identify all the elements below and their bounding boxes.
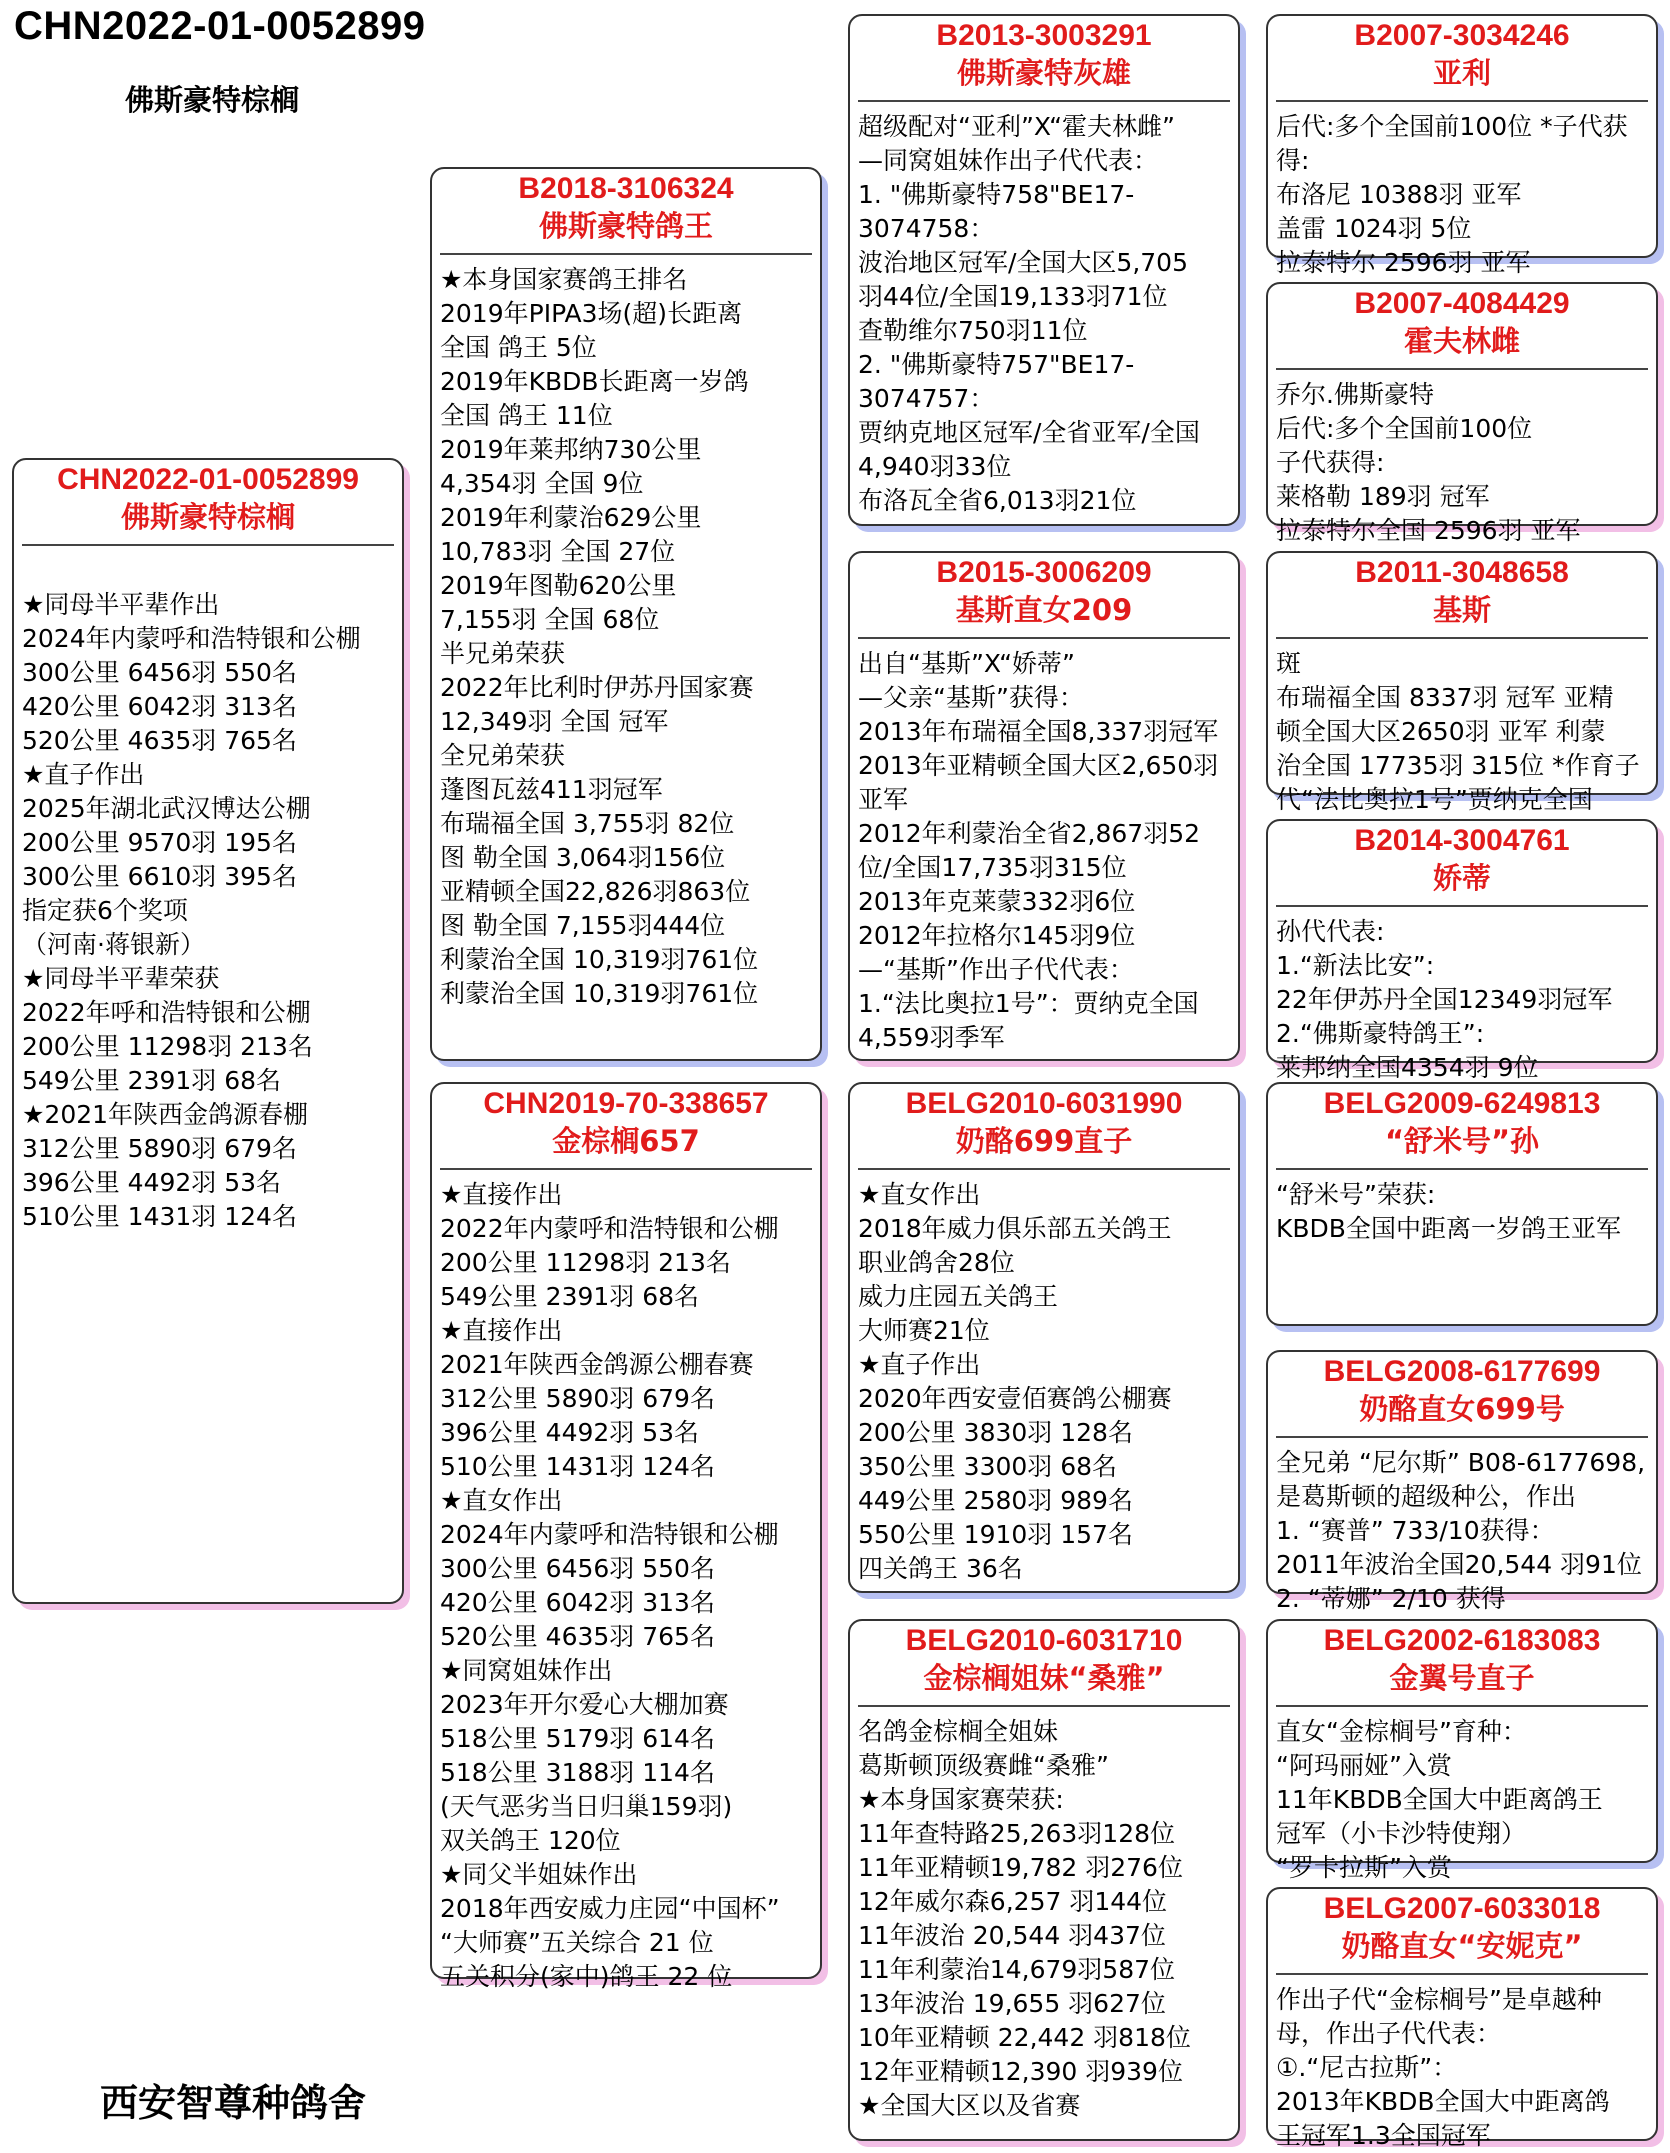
card-notes: 作出子代“金棕榈号”是卓越种 母，作出子代代表： ①.“尼古拉斯”： 2013年KBDB全国大中距离鸽 王冠军1.3全国冠军 [1276,1985,1610,2150]
card-sire-sire [848,14,1240,526]
card-notes: ★直接作出 2022年内蒙呼和浩特银和公棚 200公里 11298羽 213名 549公里 2391羽 68名 ★直接作出 2021年陕西金鸽源公棚春赛 312公里 5890羽 679名 396公里 4492羽 53名 510公里 1431羽 124名 ★直女作出 2024年内蒙呼和浩特银和公棚 300公里 6456羽 550名 420公里 6042羽 313名 520公里 4635羽 765名 ★同窝姐妹作出 2023年开尔爱心大棚加赛 518公里 5179羽 614名 518公里 3188羽 114名 (天气恶劣当日归巢159羽) 双关鸽王 120位 ★同父半姐妹作出 2018年西安威力庄园“中国杯” “大师赛”五关综合 21 位 五关积分(家中)鸽王 22 位 [440,1180,780,1991]
card-ring-id: BELG2007-6033018 [1323,1892,1601,1925]
card-dam-dam [848,1619,1240,2141]
card-ring-id: B2007-3034246 [1354,19,1570,52]
card-ring-id: B2013-3003291 [936,19,1152,52]
card-name: 奶酪699直子 [955,1124,1133,1158]
card-notes: 直女“金棕榈号”育种： “阿玛丽娅”入赏 11年KBDB全国大中距离鸽王 冠军（小卡沙特使翔） “罗卡拉斯”入赏 [1276,1717,1603,1882]
card-notes: 孙代代表: 1.“新法比安”: 22年伊苏丹全国12349羽冠军 2.“佛斯豪特鸽王”: 莱邦纳全国4354羽 9位 [1276,917,1613,1082]
card-notes: 乔尔.佛斯豪特 后代:多个全国前100位 子代获得: 莱格勒 189羽 冠军 拉泰特尔全国 2596羽 亚军 [1276,380,1581,545]
card-name: 娇蒂 [1432,861,1491,895]
card-name: 霍夫林雌 [1403,324,1520,358]
card-notes: 超级配对“亚利”X“霍夫林雌” —同窝姐妹作出子代代表： 1. "佛斯豪特758"BE17- 3074758： 波治地区冠军/全国大区5,705 羽44位/全国19,133羽71位 查勒维尔750羽11位 2. "佛斯豪特757"BE17- 3074757： 贾纳克地区冠军/全省亚军/全国 4,940羽33位 布洛瓦全省6,013羽21位 [858,112,1200,515]
card-sire [430,167,822,1061]
card-ring-id: BELG2002-6183083 [1323,1624,1601,1657]
card-name: 金棕榈657 [552,1124,700,1158]
card-ring-id: B2011-3048658 [1355,556,1569,589]
card-ring-id: BELG2008-6177699 [1323,1355,1601,1388]
card-sss [1266,14,1658,277]
card-ring-id: BELG2009-6249813 [1323,1087,1601,1120]
card-ring-id: CHN2019-70-338657 [483,1087,769,1120]
card-name: 亚利 [1432,56,1491,90]
loft-name: 西安智尊种鸽舍 [100,2081,367,2125]
card-ring-id: BELG2010-6031990 [905,1087,1183,1120]
card-name: 佛斯豪特灰雄 [956,56,1131,90]
card-notes: 斑 布瑞福全国 8337羽 冠军 亚精 顿全国大区2650羽 亚军 利蒙 治全国 17735羽 315位 *作育子 代“法比奥拉1号”贾纳克全国 [1276,649,1640,814]
card-notes: ★直女作出 2018年威力俱乐部五关鸽王 职业鸽舍28位 威力庄园五关鸽王 大师赛21位 ★直子作出 2020年西安壹佰赛鸽公棚赛 200公里 3830羽 128名 350公里 3300羽 68名 449公里 2580羽 989名 550公里 1910羽 157名 四关鸽王 36名 [858,1180,1172,1583]
pedigree-ring-id: CHN2022-01-0052899 [14,4,426,48]
card-ring-id: B2015-3006209 [936,556,1152,589]
card-dds [1266,1619,1658,1882]
card-name: 金棕榈姐妹“桑雅” [923,1661,1165,1695]
card-ddd [1266,1887,1658,2150]
card-dsd [1266,1350,1658,1613]
card-name: 基斯直女209 [955,593,1133,627]
pedigree-pigeon-name: 佛斯豪特棕榈 [125,83,300,117]
card-ring-id: BELG2010-6031710 [905,1624,1183,1657]
card-sire-dam [848,551,1240,1061]
card-sds [1266,551,1658,814]
card-notes: 出自“基斯”X“娇蒂” —父亲“基斯”获得： 2013年布瑞福全国8,337羽冠军 2013年亚精顿全国大区2,650羽 亚军 2012年利蒙治全省2,867羽52 位/全国17,735羽315位 2013年克莱蒙332羽6位 2012年拉格尔145羽9位 —“基斯”作出子代代表： 1.“法比奥拉1号”：贾纳克全国 4,559羽季军 [858,649,1219,1052]
card-name: 佛斯豪特棕榈 [120,500,295,534]
card-sdd [1266,819,1658,1082]
card-notes: 名鸽金棕榈全姐妹 葛斯顿顶级赛雌“桑雅” ★本身国家赛荣获: 11年查特路25,263羽128位 11年亚精顿19,782 羽276位 12年威尔森6,257 羽144位 11年波治 20,544 羽437位 11年利蒙治14,679羽587位 13年波治 19,655 羽627位 10年亚精顿 22,442 羽818位 12年亚精顿12,390 羽939位 ★全国大区以及省赛 [858,1717,1191,2120]
card-notes: “舒米号”荣获: KBDB全国中距离一岁鸽王亚军 [1276,1180,1621,1243]
card-ring-id: B2007-4084429 [1354,287,1570,320]
card-name: 佛斯豪特鸽王 [538,209,713,243]
card-name: 基斯 [1432,593,1491,627]
card-name: 奶酪直女“安妮克” [1341,1929,1583,1963]
card-notes: 后代:多个全国前100位 *子代获 得: 布洛尼 10388羽 亚军 盖雷 1024羽 5位 拉泰特尔 2596羽 亚军 [1276,112,1628,277]
card-name: 金翼号直子 [1389,1661,1535,1695]
card-name: 奶酪直女699号 [1359,1392,1565,1426]
card-ring-id: B2014-3004761 [1354,824,1570,857]
card-ring-id: B2018-3106324 [518,172,734,205]
card-ssd [1266,282,1658,545]
card-notes: ★本身国家赛鸽王排名 2019年PIPA3场(超)长距离 全国 鸽王 5位 2019年KBDB长距离一岁鸽 全国 鸽王 11位 2019年莱邦纳730公里 4,354羽 全国 9位 2019年利蒙治629公里 10,783羽 全国 27位 2019年图勒620公里 7,155羽 全国 68位 半兄弟荣获 2022年比利时伊苏丹国家赛 12,349羽 全国 冠军 全兄弟荣获 蓬图瓦兹411羽冠军 布瑞福全国 3,755羽 82位 图 勒全国 3,064羽156位 亚精顿全国22,826羽863位 图 勒全国 7,155羽444位 利蒙治全国 10,319羽761位 利蒙治全国 10,319羽761位 [440,265,759,1008]
card-dss [1266,1082,1658,1326]
card-name: “舒米号”孙 [1384,1124,1540,1158]
card-subject [12,458,404,1604]
card-dam [430,1082,822,1991]
card-dam-sire [848,1082,1240,1593]
card-notes: 全兄弟 “尼尔斯” B08-6177698, 是葛斯顿的超级种公，作出 1. “赛普” 733/10获得： 2011年波治全国20,544 羽91位 2. “蒂娜” 2/10 获得 [1276,1448,1646,1613]
card-notes: ★同母半平辈作出 2024年内蒙呼和浩特银和公棚 300公里 6456羽 550名 420公里 6042羽 313名 520公里 4635羽 765名 ★直子作出 2025年湖北武汉博达公棚 200公里 9570羽 195名 300公里 6610羽 395名 指定获6个奖项 （河南·蒋银新） ★同母半平辈荣获 2022年呼和浩特银和公棚 200公里 11298羽 213名 549公里 2391羽 68名 ★2021年陕西金鸽源春棚 312公里 5890羽 679名 396公里 4492羽 53名 510公里 1431羽 124名 [22,590,361,1231]
card-ring-id: CHN2022-01-0052899 [57,463,359,496]
